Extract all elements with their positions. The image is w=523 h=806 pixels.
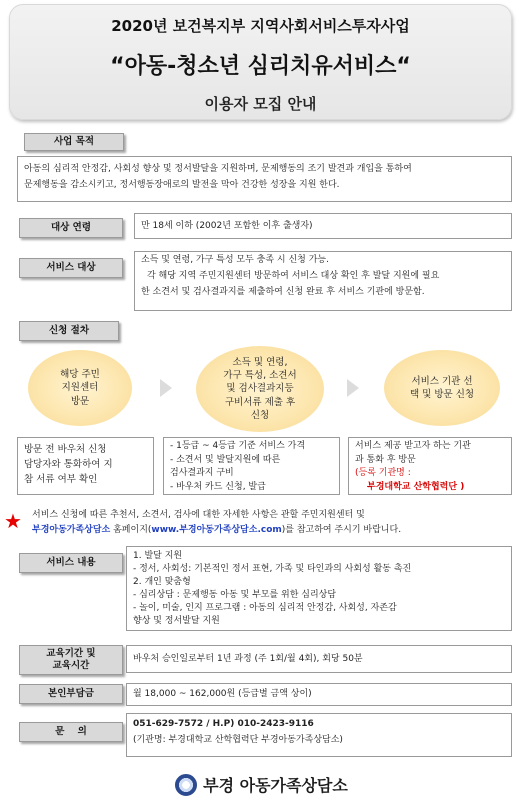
procedure-step-3 [384,350,500,426]
procedure-detail-3 [348,437,512,495]
content-line: 향상 및 정서발달 지원 [133,616,220,627]
purpose-line: 아동의 심리적 안정감, 사회성 향상 및 정서발달을 지원하며, 문제행동의 조기 발견과 개입을 통하여 [24,164,412,174]
step-3-line: 택 및 방문 신청 [409,389,475,400]
period-label-line: 교육기간 및 [46,647,96,659]
step-2-line: 가구 특성, 소견서 [223,370,297,382]
detail-2-line: - 소견서 및 발달지원에 따른 [170,454,281,465]
cost-text: 월 18,000 ~ 162,000원 (등급별 금액 상이) [133,689,312,699]
step-1-line: 지원센터 [61,382,99,394]
step-arrow-icon [347,379,359,397]
procedure-step-2 [196,346,324,432]
center-name: 부경 아동가족상담소 [203,776,348,795]
title-line-1: 2020년 보건복지부 지역사회서비스투자사업 [111,17,410,35]
notice-line-2 [32,523,401,538]
purpose-box [17,156,512,202]
content-line: - 심리상담 : 문제행동 아동 및 부모를 위한 심리상담 [133,590,337,601]
procedure-label: 신청 절차 [19,321,119,341]
detail-3-line: 과 통화 후 방문 [355,454,416,465]
registered-org-label: (등록 기관명 : [355,468,411,478]
step-3-line: 서비스 기관 선 [411,375,473,387]
age-box [134,213,512,239]
purpose-line: 문제행동을 감소시키고, 정서행동장애로의 발전을 막아 건강한 성장을 지원 한다. [24,179,340,190]
title-line-3: 이용자 모집 안내 [204,95,317,113]
registered-org-name: 부경대학교 산학협력단 ) [367,481,465,492]
target-line: 각 해당 지역 주민지원센터 방문하여 서비스 대상 확인 후 발달 지원에 필요 [147,270,440,281]
step-2-line: 신청 [250,409,270,421]
content-box [126,546,512,631]
content-line: 2. 개인 맞춤형 [133,577,191,588]
inquiry-box [126,713,512,757]
title-line-2: “아동-청소년 심리치유서비스“ [110,54,411,79]
notice-line-1: 서비스 신청에 따른 추천서, 소견서, 검사에 대한 자세한 사항은 관할 주민지원센터 및 [32,510,365,520]
period-box [126,645,512,673]
period-label-line: 교육시간 [52,660,90,671]
step-1-line: 방문 [70,395,90,407]
age-label: 대상 연령 [19,218,123,238]
step-arrow-icon [160,379,172,397]
notice-text [32,508,401,539]
inquiry-label: 문 의 [19,722,123,742]
procedure-detail-2 [163,437,340,495]
procedure-detail-1 [17,437,154,495]
notice-mid: 홈페이지( [110,525,152,536]
target-box [134,251,512,311]
purpose-label: 사업 목적 [24,133,124,151]
cost-box [126,683,512,706]
star-icon: ★ [4,509,22,533]
step-2-line: 소득 및 연령, [232,356,288,368]
notice-org: 부경아동가족상담소 [32,525,111,536]
detail-1-line: 담당자와 통화하여 지 [24,459,113,471]
step-2-line: 및 검사결과지등 [226,383,294,395]
homepage-link[interactable]: www.부경아동가족상담소.com [151,525,282,536]
title-banner [9,4,512,120]
center-footer [0,773,523,796]
target-line: 한 소견서 및 검사결과지를 제출하여 신청 완료 후 서비스 기관에 방문함. [141,286,425,297]
step-2-line: 구비서류 제출 후 [224,396,296,408]
notice-end: )를 참고하여 주시기 바랍니다. [281,525,402,536]
content-line: - 정서, 사회성: 기본적인 정서 표현, 가족 및 타인과의 사회성 활동 촉진 [133,564,412,575]
center-emblem-icon [175,774,197,796]
target-line: 소득 및 연령, 가구 특성 모두 충족 시 신청 가능. [141,255,329,265]
age-text: 만 18세 이하 (2002년 포함한 이후 출생자) [141,221,313,231]
cost-label: 본인부담금 [19,684,123,704]
period-text: 바우처 승인일로부터 1년 과정 (주 1회/월 4회), 회당 50분 [133,654,363,664]
detail-2-line: - 1등급 ~ 4등급 기준 서비스 가격 [170,441,306,451]
detail-2-line: - 바우처 카드 신청, 발급 [170,481,266,492]
detail-2-line: 검사결과지 구비 [170,468,234,478]
detail-1-line: 참 서류 여부 확인 [24,474,98,486]
procedure-step-1 [28,350,132,426]
detail-1-line: 방문 전 바우처 신청 [24,444,107,455]
step-1-line: 해당 주민 [60,369,100,381]
inquiry-phone: 051-629-7572 / H.P) 010-2423-9116 [133,719,314,729]
period-label [19,645,123,675]
content-line: 1. 발달 지원 [133,551,183,561]
target-label: 서비스 대상 [19,258,123,278]
detail-3-line: 서비스 제공 받고자 하는 기관 [355,441,471,451]
inquiry-org: (기관명: 부경대학교 산학협력단 부경아동가족상담소) [133,734,343,745]
content-label: 서비스 내용 [19,553,123,573]
content-line: - 놀이, 미술, 인지 프로그램 : 아동의 심리적 안정감, 사회성, 자존감 [133,603,397,614]
